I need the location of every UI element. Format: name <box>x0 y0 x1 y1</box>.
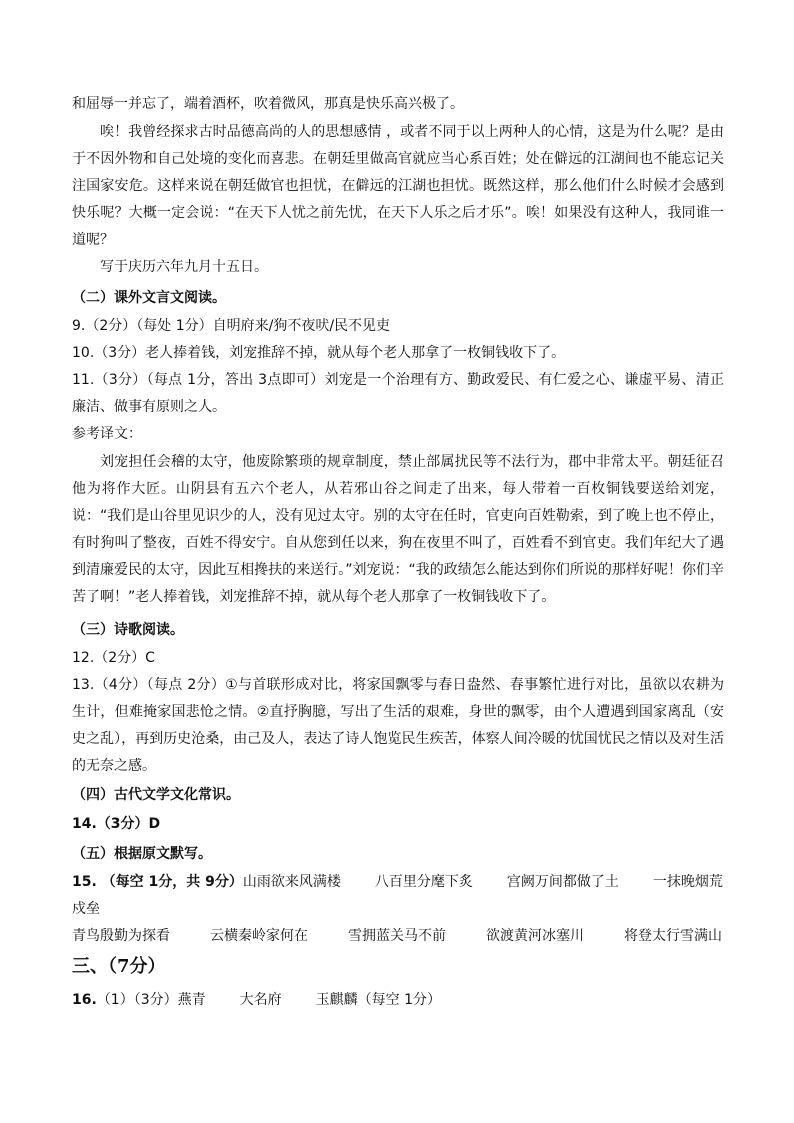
answer-16-note: （每空 1分） <box>357 992 441 1008</box>
section-5-title: （五）根据原文默写。 <box>72 846 212 862</box>
answer-10: 10.（3分）老人捧着钱，刘宠推辞不掉，就从每个老人那拿了一枚铜钱收下了。 <box>72 345 566 361</box>
part-3-title: 三、（7分） <box>72 956 166 977</box>
answer-15-blank: 欲渡黄河冰塞川 <box>486 928 584 944</box>
section-3-title: （三）诗歌阅读。 <box>72 622 184 638</box>
answer-11: 11.（3分）（每点 1分，答出 3点即可）刘宠是一个治理有方、勤政爱民、有仁爱之心、谦虚平易、清正廉洁、做事有原则之人。 <box>72 372 724 415</box>
answer-15-blank: 云横秦岭家何在 <box>210 928 308 944</box>
paragraph-2: 唉！我曾经探求古时品德高尚的人的思想感情 ，或者不同于以上两种人的心情，这是为什么呢？是由于不因外物和自己处境的变化而喜悲。在朝廷里做高官就应当心系百姓；处在僻远的江湖间也不能忘记关注国家安危。这样来说在朝廷做官也担忧，在僻远的江湖也担忧。既然这样，那么他们什么时候才会感到快乐呢？大概一定会说：“在天下人忧之前先忧，在天下人乐之后才乐”。唉！如果没有这种人，我同谁一道呢？ <box>72 124 724 248</box>
answer-15-blank: 一抹晚烟荒戍垒 <box>72 874 723 917</box>
reference-translation-label: 参考译文： <box>72 426 142 442</box>
answer-15-blank: 宫阙万间都做了土 <box>506 874 619 890</box>
answer-14: 14.（3分）D <box>72 816 161 832</box>
answer-16-blank: 大名府 <box>239 992 282 1008</box>
answer-16-label: 16. <box>72 992 97 1008</box>
reference-translation: 刘宠担任会稽的太守，他废除繁琐的规章制度，禁止部属扰民等不法行为，郡中非常太平。朝廷征召他为将作大匠。山阴县有五六个老人，从若邪山谷之间走了出来，每人带着一百枚铜钱要送给刘宠，说：“我们是山谷里见识少的人，没有见过太守。别的太守在任时，官吏向百姓勒索，到了晚上也不停止，有时狗叫了整夜，百姓不得安宁。自从您到任以来，狗在夜里不叫了，百姓看不到官吏。我们年纪大了遇到清廉爱民的太守，因此互相搀扶的来送行。”刘宠说：“我的政绩怎么能达到你们所说的那样好呢！你们辛苦了啊！”老人捧着钱，刘宠推辞不掉，就从每个老人那拿了一枚铜钱收下了。 <box>72 454 724 605</box>
answer-16 <box>72 987 724 1014</box>
answer-9: 9.（2分）（每处 1分）自明府来/狗不夜吠/民不见吏 <box>72 318 391 334</box>
paragraph-3: 写于庆历六年九月十五日。 <box>100 259 268 275</box>
answer-16-blank: 玉麒麟 <box>315 992 358 1008</box>
answer-15-blank: 雪拥蓝关马不前 <box>348 928 446 944</box>
answer-13: 13.（4分）（每点 2分）①与首联形成对比，将家国飘零与春日盎然、春事繁忙进行对比，虽欲以农耕为生计，但难掩家国悲怆之情。②直抒胸臆，写出了生活的艰难，身世的飘零，由个人遭遇到国家离乱（安史之乱），再到历史沧桑，由己及人，表达了诗人饱览民生疾苦，体察人间冷暖的忧国忧民之情以及对生活的无奈之感。 <box>72 677 724 774</box>
answer-15-blank: 山雨欲来风满楼 <box>242 874 341 890</box>
answer-15-blank: 青鸟殷勤为探看 <box>72 928 170 944</box>
paragraph-1: 和屈辱一并忘了，端着酒杯，吹着微风，那真是快乐高兴极了。 <box>72 96 464 112</box>
answer-15 <box>72 869 724 950</box>
answer-15-blank: 八百里分麾下炙 <box>374 874 473 890</box>
section-2-title: （二）课外文言文阅读。 <box>72 290 226 306</box>
section-4-title: （四）古代文学文化常识。 <box>72 787 240 803</box>
answer-15-blank: 将登太行雪满山 <box>624 928 722 944</box>
answer-16-sub: （1）（3分） <box>96 992 178 1008</box>
answer-16-blank: 燕青 <box>177 992 206 1008</box>
answer-15-label: 15. （每空 1分，共 9分） <box>72 874 243 890</box>
answer-12: 12.（2分）C <box>72 650 155 666</box>
